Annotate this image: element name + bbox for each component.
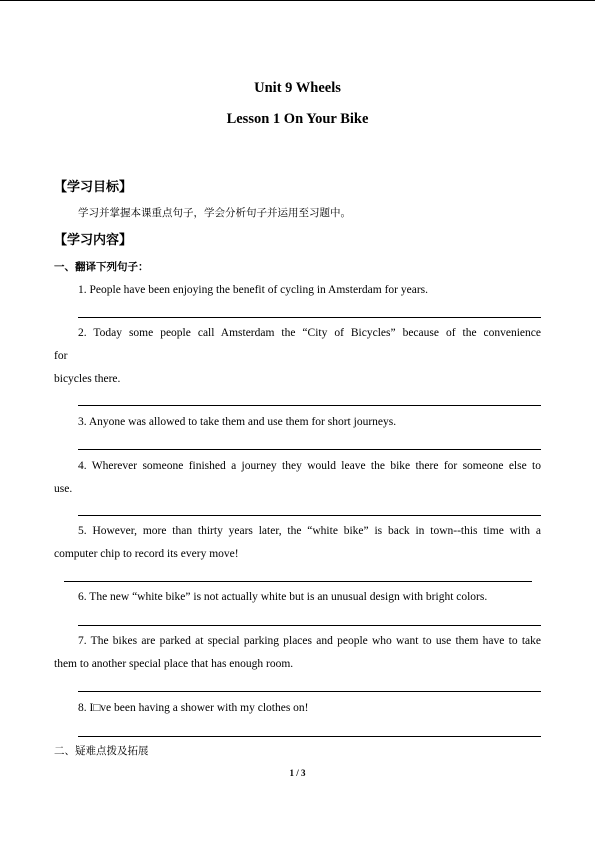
- answer-line-4: [78, 515, 541, 516]
- sentence-1: 1. People have been enjoying the benefit of cycling in Amsterdam for years.: [78, 284, 429, 296]
- page-number: 1 / 3: [289, 768, 306, 778]
- page-title: Unit 9 Wheels: [254, 80, 341, 96]
- sentence-5-line-2: computer chip to record its every move!: [54, 548, 239, 560]
- answer-line-5: [64, 581, 532, 582]
- sentence-2-line-3: bicycles there.: [54, 373, 121, 385]
- answer-line-2: [78, 405, 541, 406]
- sentence-4-line-2: use.: [54, 483, 73, 495]
- answer-line-7: [78, 691, 541, 692]
- goals-text: 学习并掌握本课重点句子，学会分析句子并运用至习题中。: [78, 207, 351, 219]
- goals-heading: 【学习目标】: [54, 180, 133, 195]
- sentence-2-line-1: 2. Today some people call Amsterdam the “City of Bicycles” because of the convenience: [78, 327, 541, 339]
- sentence-6: 6. The new “white bike” is not actually white but is an unusual design with bright colors.: [78, 591, 488, 603]
- sentence-4-line-1: 4. Wherever someone finished a journey they would leave the bike there for someone else to: [78, 460, 541, 472]
- part2-heading: 二、疑难点拨及拓展: [54, 745, 149, 757]
- sentence-5-line-1: 5. However, more than thirty years later, the “white bike” is back in town--this time with a: [78, 525, 541, 537]
- sentence-8: 8. I□ve been having a shower with my clothes on!: [78, 702, 309, 714]
- part1-heading: 一、翻译下列句子：: [54, 261, 149, 273]
- sentence-3: 3. Anyone was allowed to take them and use them for short journeys.: [78, 416, 397, 428]
- content-heading: 【学习内容】: [54, 233, 133, 248]
- sentence-7-line-1: 7. The bikes are parked at special parking places and people who want to use them have to take: [78, 635, 541, 647]
- answer-line-8: [78, 736, 541, 737]
- answer-line-6: [78, 625, 541, 626]
- answer-line-3: [78, 449, 541, 450]
- answer-line-1: [78, 317, 541, 318]
- sentence-7-line-2: them to another special place that has enough room.: [54, 658, 294, 670]
- page-subtitle: Lesson 1 On Your Bike: [226, 111, 369, 127]
- top-border: [0, 0, 595, 1]
- sentence-2-line-2: for: [54, 350, 68, 362]
